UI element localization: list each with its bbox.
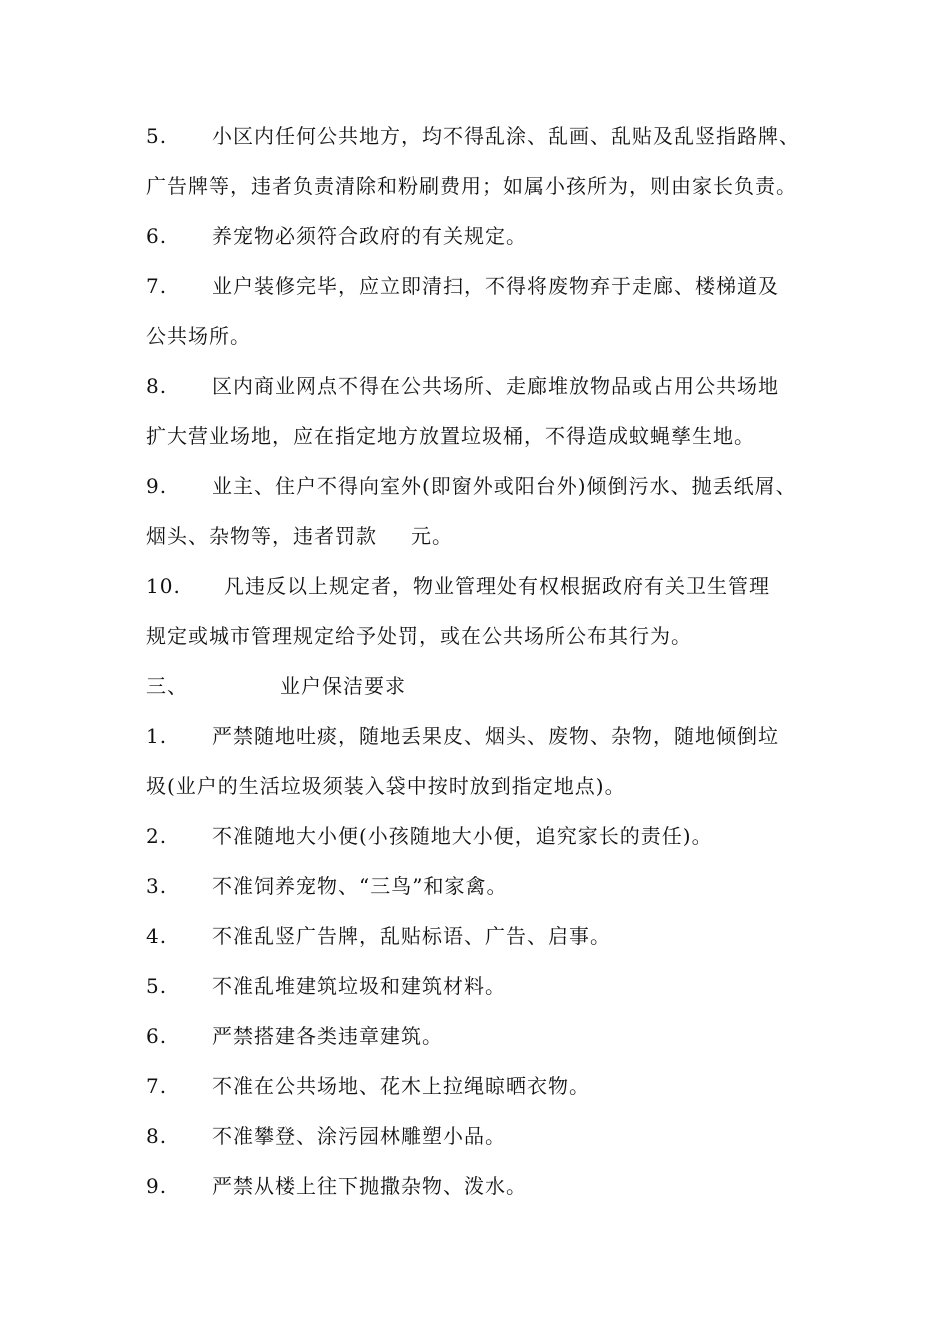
item-number: 5.: [146, 124, 168, 148]
list-item: [146, 871, 826, 901]
list-item: [146, 1121, 826, 1151]
list-item: [146, 921, 826, 951]
item-continuation: [146, 171, 826, 201]
list-item: [146, 371, 826, 401]
list-item: [146, 121, 826, 151]
item-text: 区内商业网点不得在公共场所、走廊堆放物品或占用公共场地: [212, 374, 779, 398]
list-item: [146, 471, 826, 501]
item-continuation: [146, 771, 826, 801]
list-item: [146, 221, 826, 251]
item-text: 严禁搭建各类违章建筑。: [212, 1024, 443, 1048]
item-text: 严禁从楼上往下抛撒杂物、泼水。: [212, 1174, 527, 1198]
item-number: 10.: [146, 574, 181, 598]
list-item: [146, 821, 826, 851]
item-number: 1.: [146, 724, 168, 748]
item-text: 养宠物必须符合政府的有关规定。: [212, 224, 527, 248]
item-number: 8.: [146, 374, 168, 398]
item-text: 公共场所。: [146, 324, 251, 348]
item-text: 不准饲养宠物、“三鸟”和家禽。: [212, 874, 508, 898]
item-text: 烟头、杂物等，违者罚款: [146, 524, 377, 548]
list-item: [146, 1071, 826, 1101]
list-item: [146, 1171, 826, 1201]
item-number: 2.: [146, 824, 168, 848]
item-continuation: [146, 321, 826, 351]
section-number: 三、: [146, 674, 188, 698]
item-number: 8.: [146, 1124, 168, 1148]
item-text: 元。: [411, 524, 453, 548]
item-continuation: [146, 421, 826, 451]
item-text: 不准乱堆建筑垃圾和建筑材料。: [212, 974, 506, 998]
item-text: 不准攀登、涂污园林雕塑小品。: [212, 1124, 506, 1148]
item-number: 7.: [146, 274, 168, 298]
list-item: [146, 721, 826, 751]
item-text: 扩大营业场地，应在指定地方放置垃圾桶，不得造成蚊蝇孳生地。: [146, 424, 755, 448]
item-number: 6.: [146, 224, 168, 248]
item-text: 不准随地大小便(小孩随地大小便，追究家长的责任)。: [212, 824, 713, 848]
item-text: 不准在公共场地、花木上拉绳晾晒衣物。: [212, 1074, 590, 1098]
item-number: 5.: [146, 974, 168, 998]
item-text: 不准乱竖广告牌，乱贴标语、广告、启事。: [212, 924, 611, 948]
item-number: 9.: [146, 474, 168, 498]
item-number: 6.: [146, 1024, 168, 1048]
section-heading: [146, 671, 826, 701]
item-text: 严禁随地吐痰，随地丢果皮、烟头、废物、杂物，随地倾倒垃: [212, 724, 779, 748]
item-text: 业户装修完毕，应立即清扫，不得将废物弃于走廊、楼梯道及: [212, 274, 779, 298]
item-number: 9.: [146, 1174, 168, 1198]
item-number: 3.: [146, 874, 168, 898]
item-continuation: [146, 621, 826, 651]
item-text: 广告牌等，违者负责清除和粉刷费用；如属小孩所为，则由家长负责。: [146, 174, 797, 198]
item-text: 小区内任何公共地方，均不得乱涂、乱画、乱贴及乱竖指路牌、: [212, 124, 800, 148]
item-text: 规定或城市管理规定给予处罚，或在公共场所公布其行为。: [146, 624, 692, 648]
item-number: 4.: [146, 924, 168, 948]
section-title: 业户保洁要求: [280, 674, 406, 698]
item-number: 7.: [146, 1074, 168, 1098]
list-item: [146, 971, 826, 1001]
list-item: [146, 571, 826, 601]
item-text: 业主、住户不得向室外(即窗外或阳台外)倾倒污水、抛丢纸屑、: [212, 474, 797, 498]
list-item: [146, 271, 826, 301]
item-text: 圾(业户的生活垃圾须装入袋中按时放到指定地点)。: [146, 774, 626, 798]
list-item: [146, 1021, 826, 1051]
item-text: 凡违反以上规定者，物业管理处有权根据政府有关卫生管理: [224, 574, 770, 598]
item-continuation: [146, 521, 826, 551]
